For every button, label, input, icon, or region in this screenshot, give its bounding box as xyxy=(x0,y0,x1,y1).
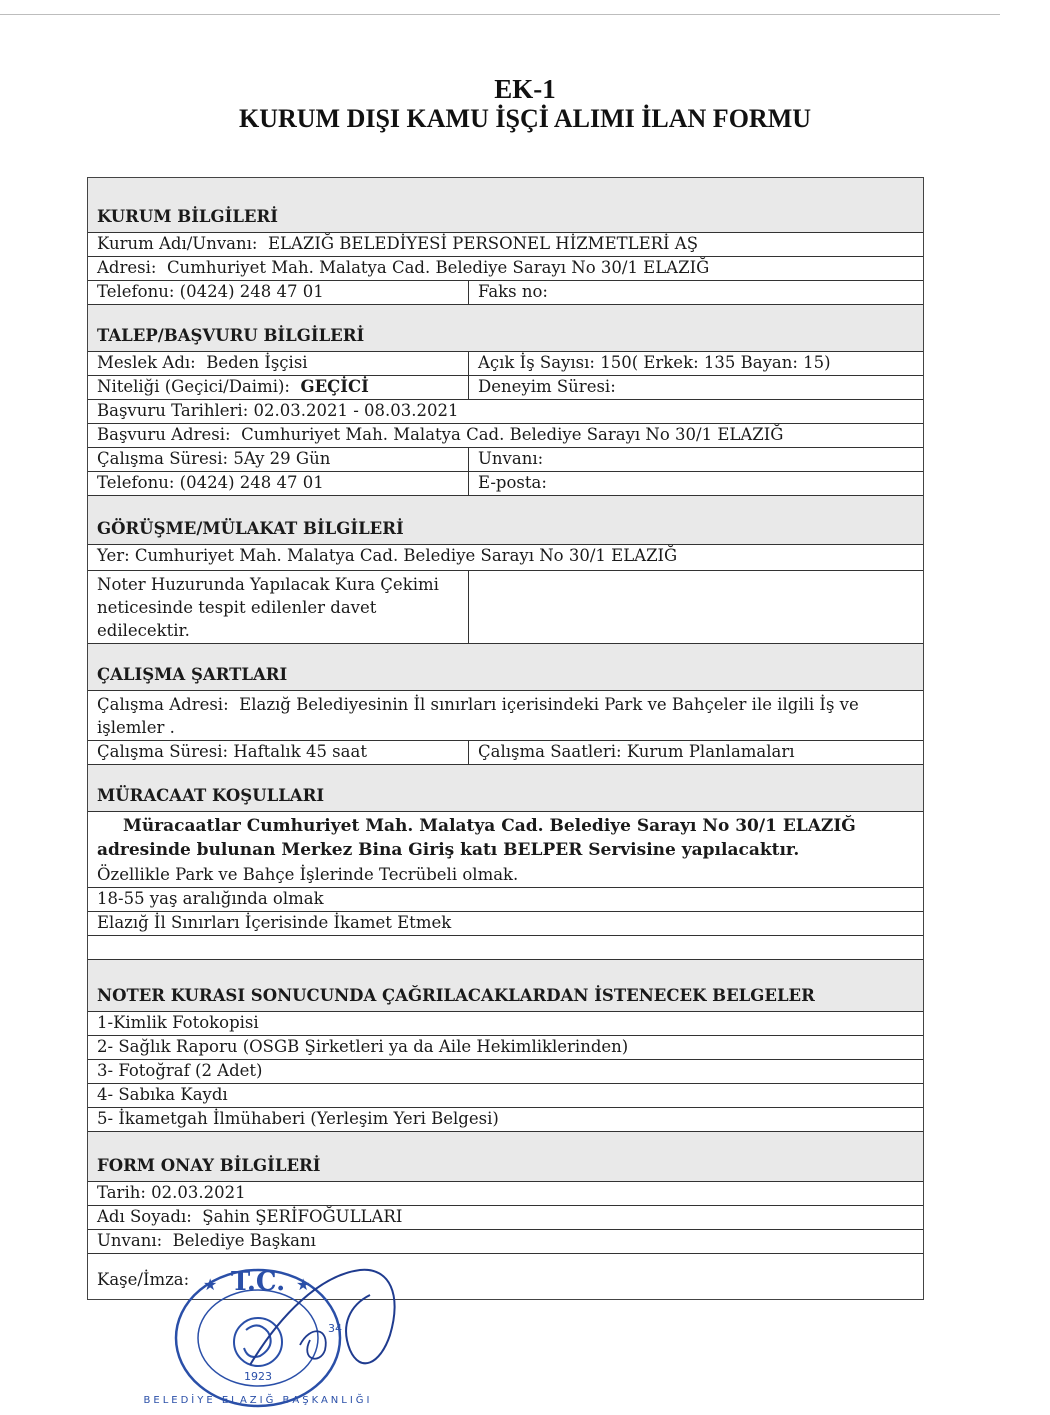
stamp-center-text: T.C. xyxy=(230,1267,286,1297)
condition-item: 18-55 yaş aralığında olmak xyxy=(97,889,324,908)
row-doc-2 xyxy=(88,1036,923,1060)
row-onay-date xyxy=(88,1182,923,1206)
row-calisma-address xyxy=(88,691,923,741)
kurum-phone-value: (0424) 248 47 01 xyxy=(179,282,324,301)
svg-text:★: ★ xyxy=(296,1275,311,1294)
condition-item: Özellikle Park ve Bahçe İşlerinde Tecrübeli olmak. xyxy=(97,865,519,884)
row-doc-5 xyxy=(88,1108,923,1132)
annex-title: EK-1 xyxy=(494,74,556,104)
section-belgeler: NOTER KURASI SONUCUNDA ÇAĞRILACAKLARDAN İSTENECEK BELGELER xyxy=(88,960,923,1012)
row-talep-job xyxy=(88,352,923,376)
row-gorusme-place xyxy=(88,545,923,571)
apply-address-value: Cumhuriyet Mah. Malatya Cad. Belediye Sarayı No 30/1 ELAZIĞ xyxy=(241,425,784,444)
approver-name-value: Şahin ŞERİFOĞULLARI xyxy=(202,1207,403,1226)
section-onay: FORM ONAY BİLGİLERİ xyxy=(88,1132,923,1182)
row-condition-3 xyxy=(88,912,923,936)
row-talep-address xyxy=(88,424,923,448)
form-table xyxy=(87,177,924,1300)
row-calisma-hours xyxy=(88,741,923,765)
document-item: 5- İkametgah İlmühaberi (Yerleşim Yeri Belgesi) xyxy=(97,1109,499,1128)
application-intro: Müracaatlar Cumhuriyet Mah. Malatya Cad. Belediye Sarayı No 30/1 ELAZIĞ adresinde bulunan Merkez Bina Giriş katı BELPER Servisine yapılacaktır. xyxy=(97,816,856,860)
row-onay-title xyxy=(88,1230,923,1254)
form-title: KURUM DIŞI KAMU İŞÇİ ALIMI İLAN FORMU xyxy=(238,104,812,133)
row-doc-1 xyxy=(88,1012,923,1036)
document-item: 3- Fotoğraf (2 Adet) xyxy=(97,1061,263,1080)
kurum-address-value: Cumhuriyet Mah. Malatya Cad. Belediye Sarayı No 30/1 ELAZIĞ xyxy=(166,258,710,277)
seal-label: Kaşe/İmza: xyxy=(97,1270,190,1289)
approval-date-label: Tarih: xyxy=(97,1183,146,1202)
work-hours: Çalışma Saatleri: Kurum Planlamaları xyxy=(478,742,795,761)
work-address-value: Elazığ Belediyesinin İl sınırları içerisindeki Park ve Bahçeler ile ilgili İş ve işlemler . xyxy=(97,695,859,737)
row-condition-1 xyxy=(88,864,923,888)
row-talep-dates xyxy=(88,400,923,424)
openings-value: 150( Erkek: 135 Bayan: 15) xyxy=(600,353,831,372)
apply-address-label: Başvuru Adresi: xyxy=(97,425,231,444)
row-kurum-name xyxy=(88,233,923,257)
row-muracaat-intro xyxy=(88,812,923,864)
work-duration: Çalışma Süresi: Haftalık 45 saat xyxy=(97,742,367,761)
dates-value: 02.03.2021 - 08.03.2021 xyxy=(253,401,459,420)
approver-title-value: Belediye Başkanı xyxy=(172,1231,316,1250)
section-muracaat: MÜRACAAT KOŞULLARI xyxy=(88,765,923,812)
stamp-number: 34 xyxy=(328,1322,342,1335)
kurum-address-label: Adresi: xyxy=(97,258,157,277)
row-talep-duration xyxy=(88,448,923,472)
interview-place: Yer: Cumhuriyet Mah. Malatya Cad. Belediye Sarayı No 30/1 ELAZIĞ xyxy=(97,546,678,565)
section-calisma: ÇALIŞMA ŞARTLARI xyxy=(88,644,923,691)
approver-name-label: Adı Soyadı: xyxy=(97,1207,192,1226)
kurum-name-value: ELAZIĞ BELEDİYESİ PERSONEL HİZMETLERİ AŞ xyxy=(267,234,699,253)
document-item: 1-Kimlik Fotokopisi xyxy=(97,1013,259,1032)
row-onay-name xyxy=(88,1206,923,1230)
row-talep-nature xyxy=(88,376,923,400)
title-label: Unvanı: xyxy=(478,449,544,468)
row-kurum-phone xyxy=(88,281,923,305)
row-kurum-address xyxy=(88,257,923,281)
kurum-fax-label: Faks no: xyxy=(478,282,548,301)
job-value: Beden İşçisi xyxy=(206,353,308,372)
signature-icon xyxy=(240,1255,410,1375)
section-gorusme: GÖRÜŞME/MÜLAKAT BİLGİLERİ xyxy=(88,496,923,545)
nature-value: GEÇİCİ xyxy=(300,377,369,396)
interview-note: Noter Huzurunda Yapılacak Kura Çekimi neticesinde tespit edilenler davet edilecektir. xyxy=(97,575,439,640)
work-address-label: Çalışma Adresi: xyxy=(97,695,229,714)
talep-phone-label: Telefonu: xyxy=(97,473,175,492)
email-label: E-posta: xyxy=(478,473,547,492)
condition-item: Elazığ İl Sınırları İçerisinde İkamet Etmek xyxy=(97,913,452,932)
approval-date-value: 02.03.2021 xyxy=(151,1183,246,1202)
row-condition-2 xyxy=(88,888,923,912)
row-condition-empty xyxy=(88,936,923,960)
svg-text:★: ★ xyxy=(203,1275,218,1294)
job-label: Meslek Adı: xyxy=(97,353,196,372)
stamp-year: 1923 xyxy=(244,1370,272,1383)
talep-phone-value: (0424) 248 47 01 xyxy=(179,473,324,492)
experience-label: Deneyim Süresi: xyxy=(478,377,616,396)
row-doc-4 xyxy=(88,1084,923,1108)
duration-label: Çalışma Süresi: xyxy=(97,449,229,468)
duration-value: 5Ay 29 Gün xyxy=(233,449,331,468)
approver-title-label: Unvanı: xyxy=(97,1231,163,1250)
row-talep-phone xyxy=(88,472,923,496)
dates-label: Başvuru Tarihleri: xyxy=(97,401,249,420)
kurum-name-label: Kurum Adı/Unvanı: xyxy=(97,234,258,253)
openings-label: Açık İş Sayısı: xyxy=(478,353,595,372)
document-item: 2- Sağlık Raporu (OSGB Şirketleri ya da Aile Hekimliklerinden) xyxy=(97,1037,629,1056)
row-doc-3 xyxy=(88,1060,923,1084)
kurum-phone-label: Telefonu: xyxy=(97,282,175,301)
section-talep: TALEP/BAŞVURU BİLGİLERİ xyxy=(88,305,923,352)
stamp-ring-text: BELEDİYE ELAZIĞ BAŞKANLIĞI xyxy=(143,1395,373,1406)
nature-label: Niteliği (Geçici/Daimi): xyxy=(97,377,290,396)
section-kurum: KURUM BİLGİLERİ xyxy=(88,178,923,233)
row-gorusme-note xyxy=(88,571,923,644)
document-item: 4- Sabıka Kaydı xyxy=(97,1085,228,1104)
top-rule xyxy=(0,14,1000,15)
